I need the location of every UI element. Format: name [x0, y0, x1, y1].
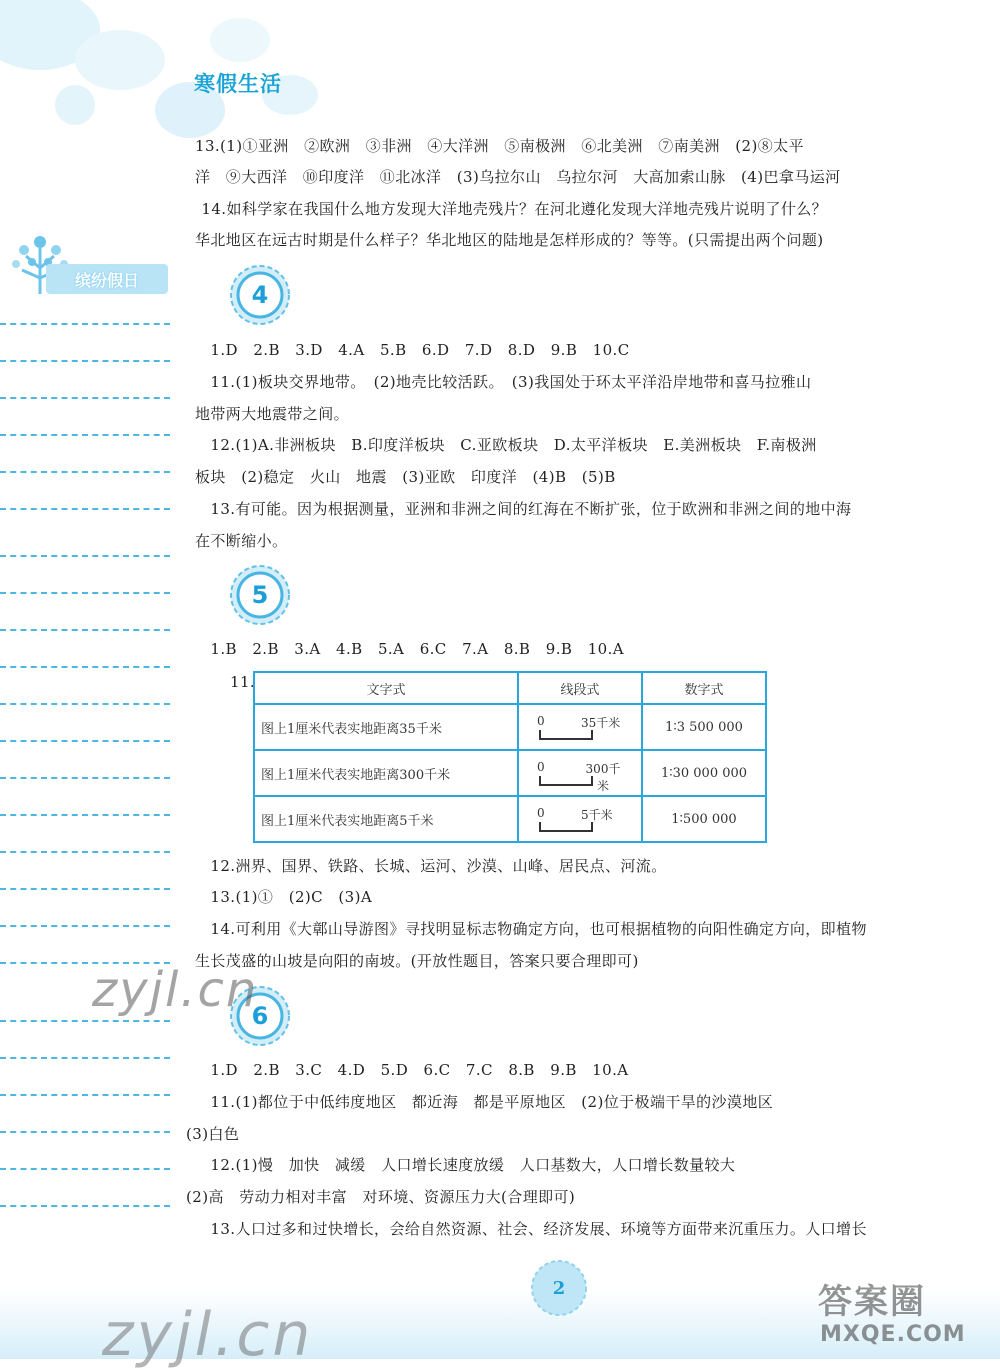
sidebar-label: 缤纷假日: [46, 264, 168, 294]
dashed-rule: [0, 434, 170, 436]
answer-line: 生长茂盛的山坡是向阳的南坡。(开放性题目，答案只要合理即可): [195, 952, 639, 970]
table-cell-ratio: 1∶30 000 000: [642, 750, 766, 796]
table-cell-segment: [518, 796, 642, 842]
table-cell-text: 图上1厘米代表实地距离35千米: [254, 704, 518, 750]
section-number: 4: [251, 281, 269, 309]
answer-line: 11.(1)都位于中低纬度地区 都近海 都是平原地区 (2)位于极端干旱的沙漠地区: [195, 1093, 774, 1111]
table-header-row: [254, 672, 766, 704]
answer-line: 13.(1)①亚洲 ②欧洲 ③非洲 ④大洋洲 ⑤南极洲 ⑥北美洲 ⑦南美洲 (2)⑧太平: [195, 137, 804, 155]
answer-line: 地带两大地震带之间。: [195, 405, 350, 423]
table-row: [254, 750, 766, 796]
page-number: 2: [552, 1277, 566, 1299]
dashed-rule: [0, 851, 170, 853]
answer-line: 1.D 2.B 3.C 4.D 5.D 6.C 7.C 8.B 9.B 10.A: [195, 1061, 629, 1079]
dashed-rule: [0, 740, 170, 742]
segment-bar: [539, 730, 593, 740]
dashed-rule: [0, 360, 170, 362]
table-cell-ratio: 1∶3 500 000: [642, 704, 766, 750]
segment-bar: [539, 776, 593, 786]
scale-table: [253, 671, 767, 843]
section-badge-4: [229, 264, 291, 326]
dashed-rule: [0, 1020, 170, 1022]
answer-line: 在不断缩小。: [195, 532, 288, 550]
answer-line: 13.有可能。因为根据测量，亚洲和非洲之间的红海在不断扩张，位于欧洲和非洲之间的地中海: [195, 500, 852, 518]
watermark-corner-url: MXQE.COM: [820, 1322, 966, 1347]
dashed-rule: [0, 592, 170, 594]
dashed-rule: [0, 1057, 170, 1059]
answer-line: 12.洲界、国界、铁路、长城、运河、沙漠、山峰、居民点、河流。: [195, 857, 667, 875]
dashed-rule: [0, 666, 170, 668]
dashed-rule: [0, 925, 170, 927]
segment-end: 300千米: [585, 762, 621, 793]
segment-start: 0: [537, 714, 545, 728]
answer-line: 12.(1)慢 加快 减缓 人口增长速度放缓 人口基数大，人口增长数量较大: [195, 1156, 736, 1174]
table-cell-text: 图上1厘米代表实地距离300千米: [254, 750, 518, 796]
answer-line: 1.B 2.B 3.A 4.B 5.A 6.C 7.A 8.B 9.B 10.A: [195, 640, 624, 658]
section-badge-5: [229, 564, 291, 626]
answer-line: 12.(1)A.非洲板块 B.印度洋板块 C.亚欧板块 D.太平洋板块 E.美洲板块 F.南极洲: [195, 436, 817, 454]
segment-bar: [539, 822, 593, 832]
scale-segment: [535, 758, 625, 793]
answer-line: 1.D 2.B 3.D 4.A 5.B 6.D 7.D 8.D 9.B 10.C: [195, 341, 630, 359]
table-row: [254, 796, 766, 842]
scale-segment: [535, 712, 625, 742]
answer-line: 11.(1)板块交界地带。 (2)地壳比较活跃。 (3)我国处于环太平洋沿岸地带和喜马拉雅山: [195, 373, 812, 391]
answer-line: (3)白色: [186, 1125, 240, 1143]
answer-line: 13.(1)① (2)C (3)A: [195, 888, 373, 906]
dashed-rule: [0, 397, 170, 399]
watermark-mid: zyjl.cn: [92, 962, 259, 1018]
table-cell-ratio: 1∶500 000: [642, 796, 766, 842]
page-number-badge: [528, 1257, 590, 1319]
dashed-rule: [0, 1168, 170, 1170]
dashed-rule: [0, 777, 170, 779]
segment-end: 5千米: [581, 808, 613, 822]
answer-line: 洋 ⑨大西洋 ⑩印度洋 ⑪北冰洋 (3)乌拉尔山 乌拉尔河 大高加索山脉 (4)巴拿马运河: [195, 168, 841, 186]
dashed-rule: [0, 703, 170, 705]
table-header: 数字式: [642, 672, 766, 704]
table-cell-segment: [518, 704, 642, 750]
section-number: 6: [251, 1002, 269, 1030]
answer-line: 14.如科学家在我国什么地方发现大洋地壳残片？在河北遵化发现大洋地壳残片说明了什么？: [186, 200, 828, 218]
scale-segment: [535, 804, 625, 834]
dashed-rule: [0, 814, 170, 816]
answer-line: 板块 (2)稳定 火山 地震 (3)亚欧 印度洋 (4)B (5)B: [195, 468, 616, 486]
dashed-rule: [0, 1131, 170, 1133]
table-row: [254, 704, 766, 750]
dashed-rule: [0, 323, 170, 325]
dashed-rule: [0, 555, 170, 557]
answer-line: 13.人口过多和过快增长，会给自然资源、社会、经济发展、环境等方面带来沉重压力。人口增长: [195, 1220, 867, 1238]
dashed-rule: [0, 629, 170, 631]
answer-line: 华北地区在远古时期是什么样子？华北地区的陆地是怎样形成的？等等。(只需提出两个问题): [195, 231, 824, 249]
table-cell-segment: [518, 750, 642, 796]
watermark-bottom: zyjl.cn: [102, 1300, 314, 1370]
dashed-rule: [0, 888, 170, 890]
dashed-rule: [0, 1094, 170, 1096]
answer-line: (2)高 劳动力相对丰富 对环境、资源压力大(合理即可): [186, 1188, 576, 1206]
watermark-corner: 答案圈: [818, 1282, 926, 1322]
segment-start: 0: [537, 760, 545, 774]
segment-end: 35千米: [581, 716, 621, 730]
question-label: 11.: [230, 673, 256, 691]
segment-start: 0: [537, 806, 545, 820]
header-title: 寒假生活: [194, 72, 282, 96]
dashed-rule: [0, 471, 170, 473]
answer-line: 14.可利用《大鄣山导游图》寻找明显标志物确定方向，也可根据植物的向阳性确定方向，即植物: [195, 920, 867, 938]
table-header: 文字式: [254, 672, 518, 704]
table-header: 线段式: [518, 672, 642, 704]
dashed-rule: [0, 1205, 170, 1207]
dashed-rule: [0, 508, 170, 510]
section-number: 5: [251, 581, 269, 609]
table-cell-text: 图上1厘米代表实地距离5千米: [254, 796, 518, 842]
